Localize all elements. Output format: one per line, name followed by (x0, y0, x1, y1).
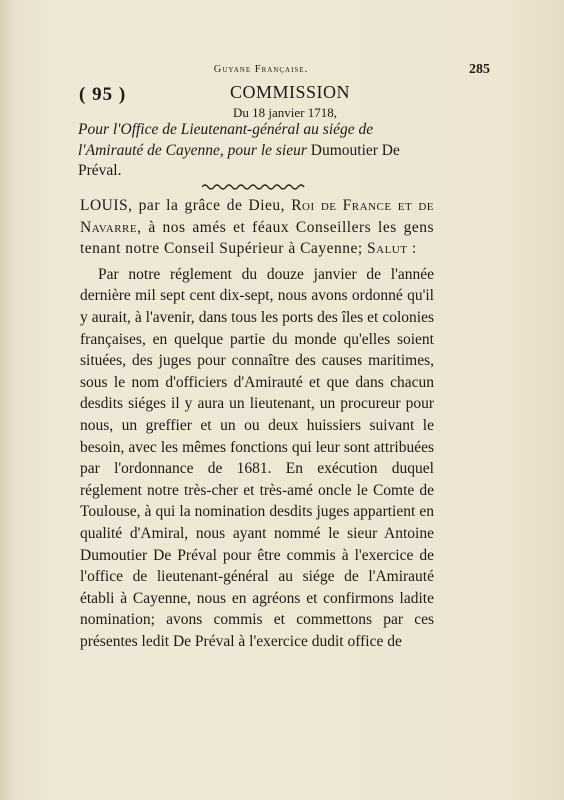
king-title: Roi de France et de Navarre (80, 197, 434, 236)
king-name: LOUIS (80, 197, 129, 214)
document-date: Du 18 janvier 1718, (233, 105, 337, 120)
wavy-rule-ornament-icon (202, 183, 306, 191)
opening-text-2: , à nos amés et féaux Conseillers les gens tenant notre Conseil Supérieur à Cayenne; (80, 218, 434, 258)
main-paragraph: Par notre réglement du douze janvier de l'année dernière mil sept cent dix-sept, nous avons ordonné qu'il y aurait, à l'avenir, dans tous les ports des îles et colonies françaises, en quelque partie du monde qu'elles soient situées, des juges pour connaître des causes maritimes, sous le nom d'officiers d'Amirauté et que dans chacun desdits siéges il y aura un lieutenant, un procureur pour nous, un greffier et un ou deux huissiers suivant le besoin, avec les mêmes fonctions qui leur sont attribuées par l'ordonnance de 1681. En exécution duquel réglement notre très-cher et très-amé oncle le Comte de Toulouse, à qui la nomination desdits juges appartient en qualité d'Amiral, nous ayant nommé le sieur Antoine Dumoutier De Préval pour être commis à l'exercice de l'office de lieutenant-général au siége de l'Amirauté établi à Cayenne, nous en agréons et confirmons ladite nomination; avons commis et commettons par ces présentes ledit De Préval à l'exercice dudit office de (80, 265, 434, 650)
subtitle-roman: Dumoutier De Préval. (78, 141, 400, 179)
opening-text-1: , par la grâce de Dieu, (128, 197, 286, 214)
salut-label: Salut : (367, 240, 417, 258)
document-body (80, 195, 434, 652)
document-title: COMMISSION (229, 82, 351, 102)
running-head-title: Guyane Française. (213, 64, 309, 75)
document-number: ( 95 ) (79, 84, 127, 105)
subtitle-italic: Pour l'Office de Lieutenant-général au siége de l'Amirauté de Cayenne, pour le sieur (78, 121, 374, 159)
document-subtitle (78, 120, 433, 182)
opening-salutation (80, 195, 434, 260)
page-number: 285 (469, 62, 490, 77)
running-head (80, 64, 490, 80)
